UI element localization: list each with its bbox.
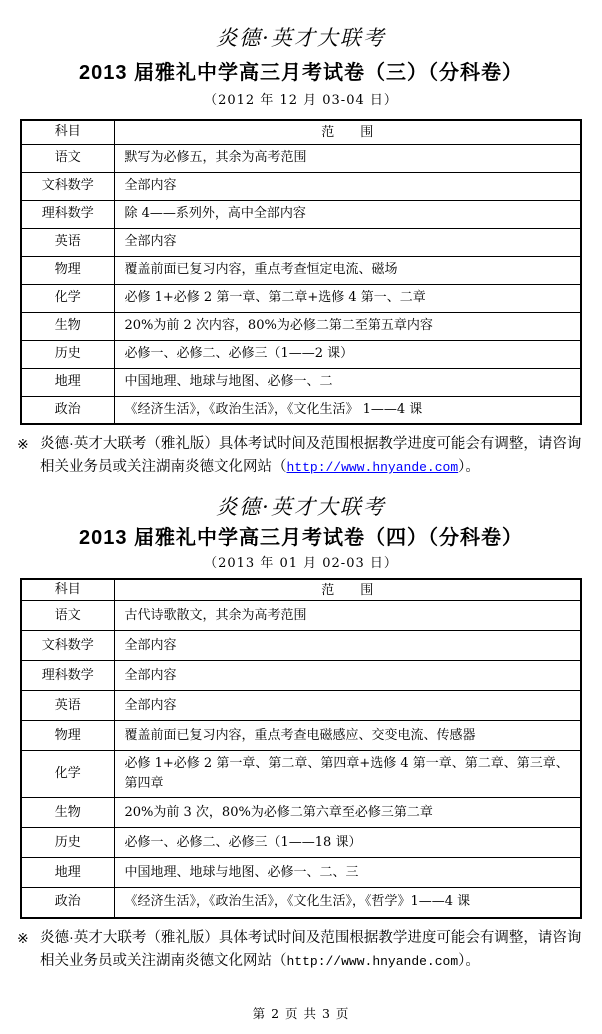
subject-cell: 物理 (21, 256, 114, 284)
subject-cell: 理科数学 (21, 200, 114, 228)
footnote-marker: ※ (17, 929, 29, 946)
column-header-scope: 范 围 (114, 579, 581, 601)
exam-date: （2013 年 01 月 02-03 日） (204, 556, 398, 571)
scope-cell: 全部内容 (114, 228, 581, 256)
scope-cell: 默写为必修五，其余为高考范围 (114, 144, 581, 172)
exam-date: （2012 年 12 月 03-04 日） (204, 93, 398, 108)
table-row (21, 200, 581, 228)
footnote-text-after: ）。 (458, 459, 480, 475)
exam-scope-table (20, 119, 582, 425)
table-row (21, 798, 581, 828)
column-header-scope: 范 围 (114, 120, 581, 144)
table-row (21, 721, 581, 751)
table-row (21, 691, 581, 721)
footnote-marker: ※ (17, 436, 29, 452)
scope-cell: 必修一、必修二、必修三（1——18 课） (114, 828, 581, 858)
scope-cell: 20%为前 3 次，80%为必修二第六章至必修三第二章 (114, 798, 581, 828)
subject-cell: 化学 (21, 751, 114, 798)
table-header-row (21, 120, 581, 144)
subject-cell: 语文 (21, 601, 114, 631)
table-row (21, 368, 581, 396)
subject-cell: 政治 (21, 888, 114, 918)
scope-cell: 中国地理、地球与地图、必修一、二、三 (114, 858, 581, 888)
subject-cell: 文科数学 (21, 172, 114, 200)
subject-cell: 理科数学 (21, 661, 114, 691)
exam-title: 2013 届雅礼中学高三月考试卷（三）（分科卷） (78, 62, 524, 84)
scope-cell: 中国地理、地球与地图、必修一、二 (114, 368, 581, 396)
scope-cell: 必修一、必修二、必修三（1——2 课） (114, 340, 581, 368)
table-row (21, 228, 581, 256)
scope-cell: 全部内容 (114, 172, 581, 200)
scope-cell: 必修 1+必修 2 第一章、第二章+选修 4 第一、二章 (114, 284, 581, 312)
table-row (21, 284, 581, 312)
table-row (21, 312, 581, 340)
table-row (21, 144, 581, 172)
subject-cell: 生物 (21, 798, 114, 828)
footnote (17, 927, 594, 973)
scope-cell: 全部内容 (114, 661, 581, 691)
footnote-text-after: ）。 (458, 952, 480, 969)
website-url-text: http://www.hnyande.com (286, 953, 459, 969)
table-row (21, 601, 581, 631)
scope-cell: 除 4——系列外，高中全部内容 (114, 200, 581, 228)
footnote-text (40, 927, 594, 973)
brand-title: 炎德·英才大联考 (216, 26, 386, 50)
subject-cell: 化学 (21, 284, 114, 312)
scope-cell: 《经济生活》，《政治生活》，《文化生活》，《哲学》1——4 课 (114, 888, 581, 918)
table-row (21, 256, 581, 284)
scope-cell: 《经济生活》，《政治生活》，《文化生活》 1——4 课 (114, 396, 581, 424)
scope-cell: 覆盖前面已复习内容，重点考查电磁感应、交变电流、传感器 (114, 721, 581, 751)
footnote-text-before: 炎德·英才大联考（雅礼版）具体考试时间及范围根据教学进度可能会有调整，请咨询相关业务员或关注湖南炎德文化网站（ (40, 929, 582, 969)
scope-cell: 覆盖前面已复习内容，重点考查恒定电流、磁场 (114, 256, 581, 284)
scope-cell: 古代诗歌散文，其余为高考范围 (114, 601, 581, 631)
footnote (17, 433, 594, 479)
subject-cell: 英语 (21, 228, 114, 256)
column-header-subject: 科目 (21, 579, 114, 601)
exam-title: 2013 届雅礼中学高三月考试卷（四）（分科卷） (78, 527, 524, 549)
subject-cell: 地理 (21, 368, 114, 396)
brand-title: 炎德·英才大联考 (216, 495, 386, 519)
table-row (21, 631, 581, 661)
scope-cell: 全部内容 (114, 691, 581, 721)
footnote-text (40, 433, 594, 479)
subject-cell: 地理 (21, 858, 114, 888)
table-header-row (21, 579, 581, 601)
footnote-text-before: 炎德·英才大联考（雅礼版）具体考试时间及范围根据教学进度可能会有调整，请咨询相关业务员或关注湖南炎德文化网站（ (40, 436, 582, 475)
subject-cell: 物理 (21, 721, 114, 751)
table-row (21, 396, 581, 424)
exam-section-4 (0, 495, 602, 973)
exam-scope-table (20, 578, 582, 919)
exam-section-3 (0, 26, 602, 479)
subject-cell: 文科数学 (21, 631, 114, 661)
table-row (21, 172, 581, 200)
scope-cell: 全部内容 (114, 631, 581, 661)
table-row (21, 751, 581, 798)
table-row (21, 888, 581, 918)
table-row (21, 858, 581, 888)
table-row (21, 661, 581, 691)
page-number: 第 2 页 共 3 页 (252, 1006, 350, 1021)
column-header-subject: 科目 (21, 120, 114, 144)
subject-cell: 生物 (21, 312, 114, 340)
subject-cell: 政治 (21, 396, 114, 424)
subject-cell: 英语 (21, 691, 114, 721)
website-link[interactable]: http://www.hnyande.com (286, 460, 459, 475)
scope-cell: 必修 1+必修 2 第一章、第二章、第四章+选修 4 第一章、第二章、第三章、第四章 (114, 751, 581, 798)
table-row (21, 828, 581, 858)
subject-cell: 语文 (21, 144, 114, 172)
subject-cell: 历史 (21, 340, 114, 368)
scope-cell: 20%为前 2 次内容，80%为必修二第二至第五章内容 (114, 312, 581, 340)
subject-cell: 历史 (21, 828, 114, 858)
table-row (21, 340, 581, 368)
